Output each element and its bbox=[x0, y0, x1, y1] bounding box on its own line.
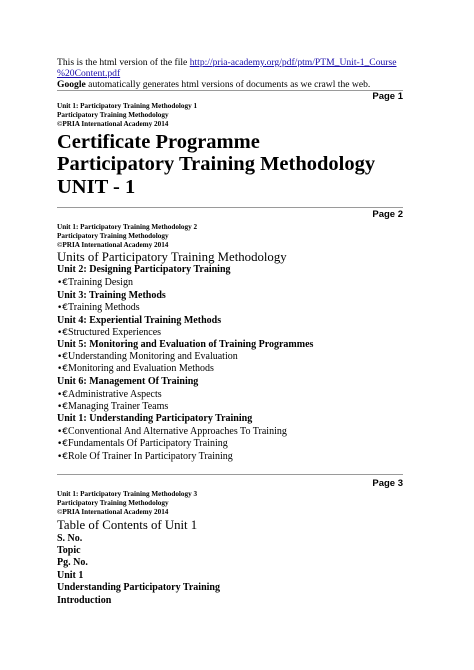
bullet-glyph: •€ bbox=[57, 352, 69, 362]
unit-heading: Unit 4: Experiential Training Methods bbox=[57, 315, 222, 326]
bullet-glyph: •€ bbox=[57, 390, 69, 400]
section-heading: Units of Participatory Training Methodology bbox=[57, 250, 287, 264]
running-header-line: Participatory Training Methodology bbox=[57, 499, 169, 507]
toc-line: Topic bbox=[57, 545, 81, 556]
source-file-link-continued[interactable]: %20Content.pdf bbox=[57, 68, 121, 79]
unit-heading: Unit 2: Designing Participatory Training bbox=[57, 264, 231, 275]
toc-line: Understanding Participatory Training bbox=[57, 582, 220, 593]
document-title: Participatory Training Methodology bbox=[57, 153, 376, 175]
list-item: •€Conventional And Alternative Approaches To Training bbox=[57, 426, 287, 437]
running-header-line: Participatory Training Methodology bbox=[57, 111, 169, 119]
toc-line: S. No. bbox=[57, 533, 83, 544]
bullet-glyph: •€ bbox=[57, 452, 69, 462]
unit-heading: Unit 5: Monitoring and Evaluation of Training Programmes bbox=[57, 339, 314, 350]
running-header-line: Unit 1: Participatory Training Methodology 3 bbox=[57, 490, 198, 498]
page-divider bbox=[57, 90, 403, 91]
copyright-line: ©PRIA International Academy 2014 bbox=[57, 120, 169, 128]
toc-line: Unit 1 bbox=[57, 570, 84, 581]
cache-notice-prefix: This is the html version of the file bbox=[57, 57, 190, 68]
list-item: •€Managing Trainer Teams bbox=[57, 401, 169, 412]
list-item: •€Administrative Aspects bbox=[57, 389, 162, 400]
toc-line: Introduction bbox=[57, 595, 112, 606]
bullet-glyph: •€ bbox=[57, 303, 69, 313]
bullet-glyph: •€ bbox=[57, 427, 69, 437]
cache-notice-suffix: automatically generates html versions of documents as we crawl the web. bbox=[85, 79, 371, 90]
running-header-line: Unit 1: Participatory Training Methodology 2 bbox=[57, 223, 198, 231]
copyright-line: ©PRIA International Academy 2014 bbox=[57, 241, 169, 249]
cache-notice-line-3 bbox=[57, 79, 370, 90]
list-item: •€Training Methods bbox=[57, 302, 140, 313]
page-divider bbox=[57, 207, 403, 208]
copyright-line: ©PRIA International Academy 2014 bbox=[57, 508, 169, 516]
bullet-glyph: •€ bbox=[57, 278, 69, 288]
unit-heading: Unit 1: Understanding Participatory Training bbox=[57, 413, 253, 424]
bullet-glyph: •€ bbox=[57, 402, 69, 412]
running-header-line: Participatory Training Methodology bbox=[57, 232, 169, 240]
running-header-line: Unit 1: Participatory Training Methodology 1 bbox=[57, 102, 198, 110]
bullet-glyph: •€ bbox=[57, 439, 69, 449]
page-divider bbox=[57, 474, 403, 475]
list-item: •€Understanding Monitoring and Evaluation bbox=[57, 351, 238, 362]
page-number-label: Page 3 bbox=[372, 478, 403, 489]
bullet-glyph: •€ bbox=[57, 328, 69, 338]
list-item: •€Monitoring and Evaluation Methods bbox=[57, 363, 214, 374]
list-item: •€Training Design bbox=[57, 277, 133, 288]
source-file-link[interactable]: http://pria-academy.org/pdf/ptm/PTM_Unit-1_Course bbox=[189, 57, 397, 68]
toc-line: Pg. No. bbox=[57, 557, 88, 568]
unit-heading: Unit 6: Management Of Training bbox=[57, 376, 199, 387]
cache-notice-line-2 bbox=[57, 68, 120, 79]
unit-heading: Unit 3: Training Methods bbox=[57, 290, 166, 301]
bullet-glyph: •€ bbox=[57, 364, 69, 374]
document-title: Certificate Programme bbox=[57, 131, 260, 153]
toc-heading: Table of Contents of Unit 1 bbox=[57, 518, 198, 532]
list-item: •€Structured Experiences bbox=[57, 327, 162, 338]
google-label: Google bbox=[57, 79, 86, 90]
page-number-label: Page 2 bbox=[372, 209, 403, 220]
list-item: •€Fundamentals Of Participatory Training bbox=[57, 438, 228, 449]
document-title: UNIT - 1 bbox=[57, 176, 136, 198]
page-number-label: Page 1 bbox=[372, 91, 403, 102]
list-item: •€Role Of Trainer In Participatory Training bbox=[57, 451, 233, 462]
cache-notice-line-1 bbox=[57, 57, 396, 68]
